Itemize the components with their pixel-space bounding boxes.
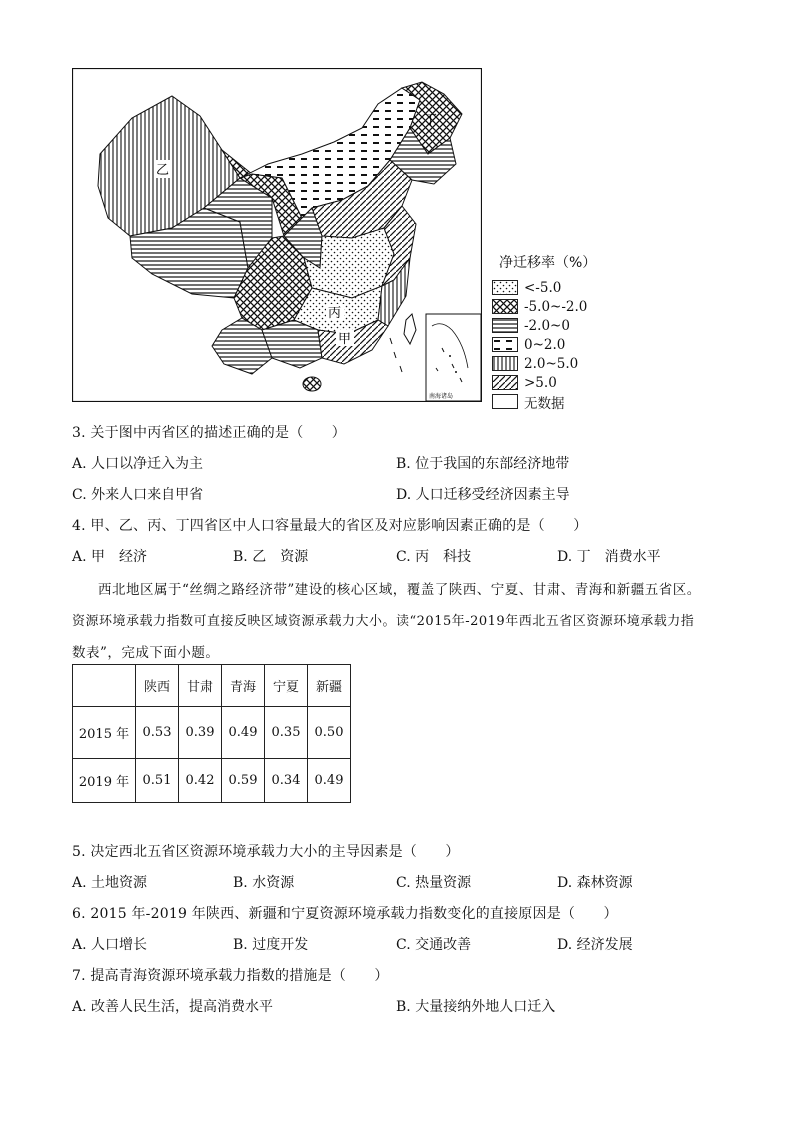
- swatch-none: [492, 394, 518, 409]
- question-4-option-b[interactable]: B. 乙 资源: [233, 549, 309, 565]
- swatch-crosshatch: [492, 299, 518, 314]
- table-header-cell: 新疆: [308, 665, 351, 707]
- china-net-migration-map: [72, 68, 482, 402]
- passage-line-3: 数表”，完成下面小题。: [72, 645, 220, 661]
- question-7-option-a[interactable]: A. 改善人民生活，提高消费水平: [72, 999, 274, 1015]
- legend-item-none: [492, 392, 596, 411]
- map-legend: [499, 252, 596, 411]
- table-cell: 0.39: [179, 707, 222, 759]
- region-hainan: [303, 377, 321, 391]
- question-6-stem: 6. 2015 年-2019 年陕西、新疆和宁夏资源环境承载力指数变化的直接原因是（ ）: [72, 906, 618, 922]
- passage-line-2: 资源环境承载力指数可直接反映区域资源承载力大小。读“2015年-2019年西北五省区资源环境承载力指: [72, 614, 695, 629]
- question-3-stem: 3. 关于图中丙省区的描述正确的是（ ）: [72, 425, 347, 441]
- legend-label: -5.0~-2.0: [524, 298, 588, 315]
- question-6-option-c[interactable]: C. 交通改善: [396, 937, 472, 953]
- legend-label: 0~2.0: [524, 336, 566, 353]
- legend-label: >5.0: [524, 374, 557, 391]
- question-7-stem: 7. 提高青海资源环境承载力指数的措施是（ ）: [72, 968, 389, 984]
- table-cell: 0.42: [179, 759, 222, 803]
- inset-label: 南海诸岛: [429, 393, 454, 400]
- swatch-dashes: [492, 337, 518, 352]
- legend-item-crosshatch: [492, 297, 596, 316]
- legend-item-dots: [492, 278, 596, 297]
- table-header-row: [73, 665, 351, 707]
- legend-item-horizontal: [492, 316, 596, 335]
- table-cell: 0.49: [222, 707, 265, 759]
- question-4-option-c[interactable]: C. 丙 科技: [396, 549, 472, 565]
- question-3-option-c[interactable]: C. 外来人口来自甲省: [72, 487, 204, 503]
- question-5-option-a[interactable]: A. 土地资源: [72, 875, 148, 891]
- question-4-option-a[interactable]: A. 甲 经济: [72, 549, 148, 565]
- question-3-option-b[interactable]: B. 位于我国的东部经济地带: [396, 456, 570, 472]
- legend-label: 2.0~5.0: [524, 355, 579, 372]
- table-row: [73, 759, 351, 803]
- table-header-cell: 陕西: [136, 665, 179, 707]
- question-4-option-d[interactable]: D. 丁 消费水平: [557, 549, 661, 565]
- table-header-cell: [73, 665, 136, 707]
- label-jia: 甲: [338, 332, 352, 347]
- legend-item-dashes: [492, 335, 596, 354]
- label-ding: 丁: [424, 113, 438, 128]
- table-cell: 0.50: [308, 707, 351, 759]
- question-6-option-a[interactable]: A. 人口增长: [72, 937, 148, 953]
- table-cell: 0.34: [265, 759, 308, 803]
- table-row: [73, 707, 351, 759]
- question-6-option-d[interactable]: D. 经济发展: [557, 937, 633, 953]
- question-5-stem: 5. 决定西北五省区资源环境承载力大小的主导因素是（ ）: [72, 844, 460, 860]
- question-6-option-b[interactable]: B. 过度开发: [233, 937, 309, 953]
- question-5-option-b[interactable]: B. 水资源: [233, 875, 295, 891]
- table-cell: 0.51: [136, 759, 179, 803]
- legend-label: 无数据: [524, 395, 565, 412]
- question-7-option-b[interactable]: B. 大量接纳外地人口迁入: [396, 999, 556, 1015]
- passage-line-1: 西北地区属于“丝绸之路经济带”建设的核心区域，覆盖了陕西、宁夏、甘肃、青海和新疆五省区。: [98, 582, 701, 598]
- table-cell: 0.59: [222, 759, 265, 803]
- swatch-vertical: [492, 356, 518, 371]
- carrying-capacity-table: [72, 664, 351, 803]
- swatch-horizontal: [492, 318, 518, 333]
- legend-label: <-5.0: [524, 279, 562, 296]
- table-header-cell: 青海: [222, 665, 265, 707]
- table-cell: 0.49: [308, 759, 351, 803]
- label-bing: 丙: [328, 306, 342, 321]
- table-cell: 0.53: [136, 707, 179, 759]
- legend-item-diagonal: [492, 373, 596, 392]
- question-3-option-d[interactable]: D. 人口迁移受经济因素主导: [396, 487, 570, 503]
- label-yi: 乙: [156, 163, 170, 178]
- table-cell: 0.35: [265, 707, 308, 759]
- south-china-sea-inset: [426, 314, 481, 401]
- question-5-option-c[interactable]: C. 热量资源: [396, 875, 472, 891]
- question-5-option-d[interactable]: D. 森林资源: [557, 875, 633, 891]
- table-cell: 2019 年: [73, 759, 136, 803]
- table-header-cell: 甘肃: [179, 665, 222, 707]
- question-3-option-a[interactable]: A. 人口以净迁入为主: [72, 456, 204, 472]
- table-header-cell: 宁夏: [265, 665, 308, 707]
- legend-label: -2.0~0: [524, 317, 570, 334]
- swatch-dots: [492, 280, 518, 295]
- legend-title: 净迁移率（%）: [499, 255, 597, 271]
- question-4-stem: 4. 甲、乙、丙、丁四省区中人口容量最大的省区及对应影响因素正确的是（ ）: [72, 518, 588, 534]
- table-cell: 2015 年: [73, 707, 136, 759]
- swatch-diagonal: [492, 375, 518, 390]
- legend-item-vertical: [492, 354, 596, 373]
